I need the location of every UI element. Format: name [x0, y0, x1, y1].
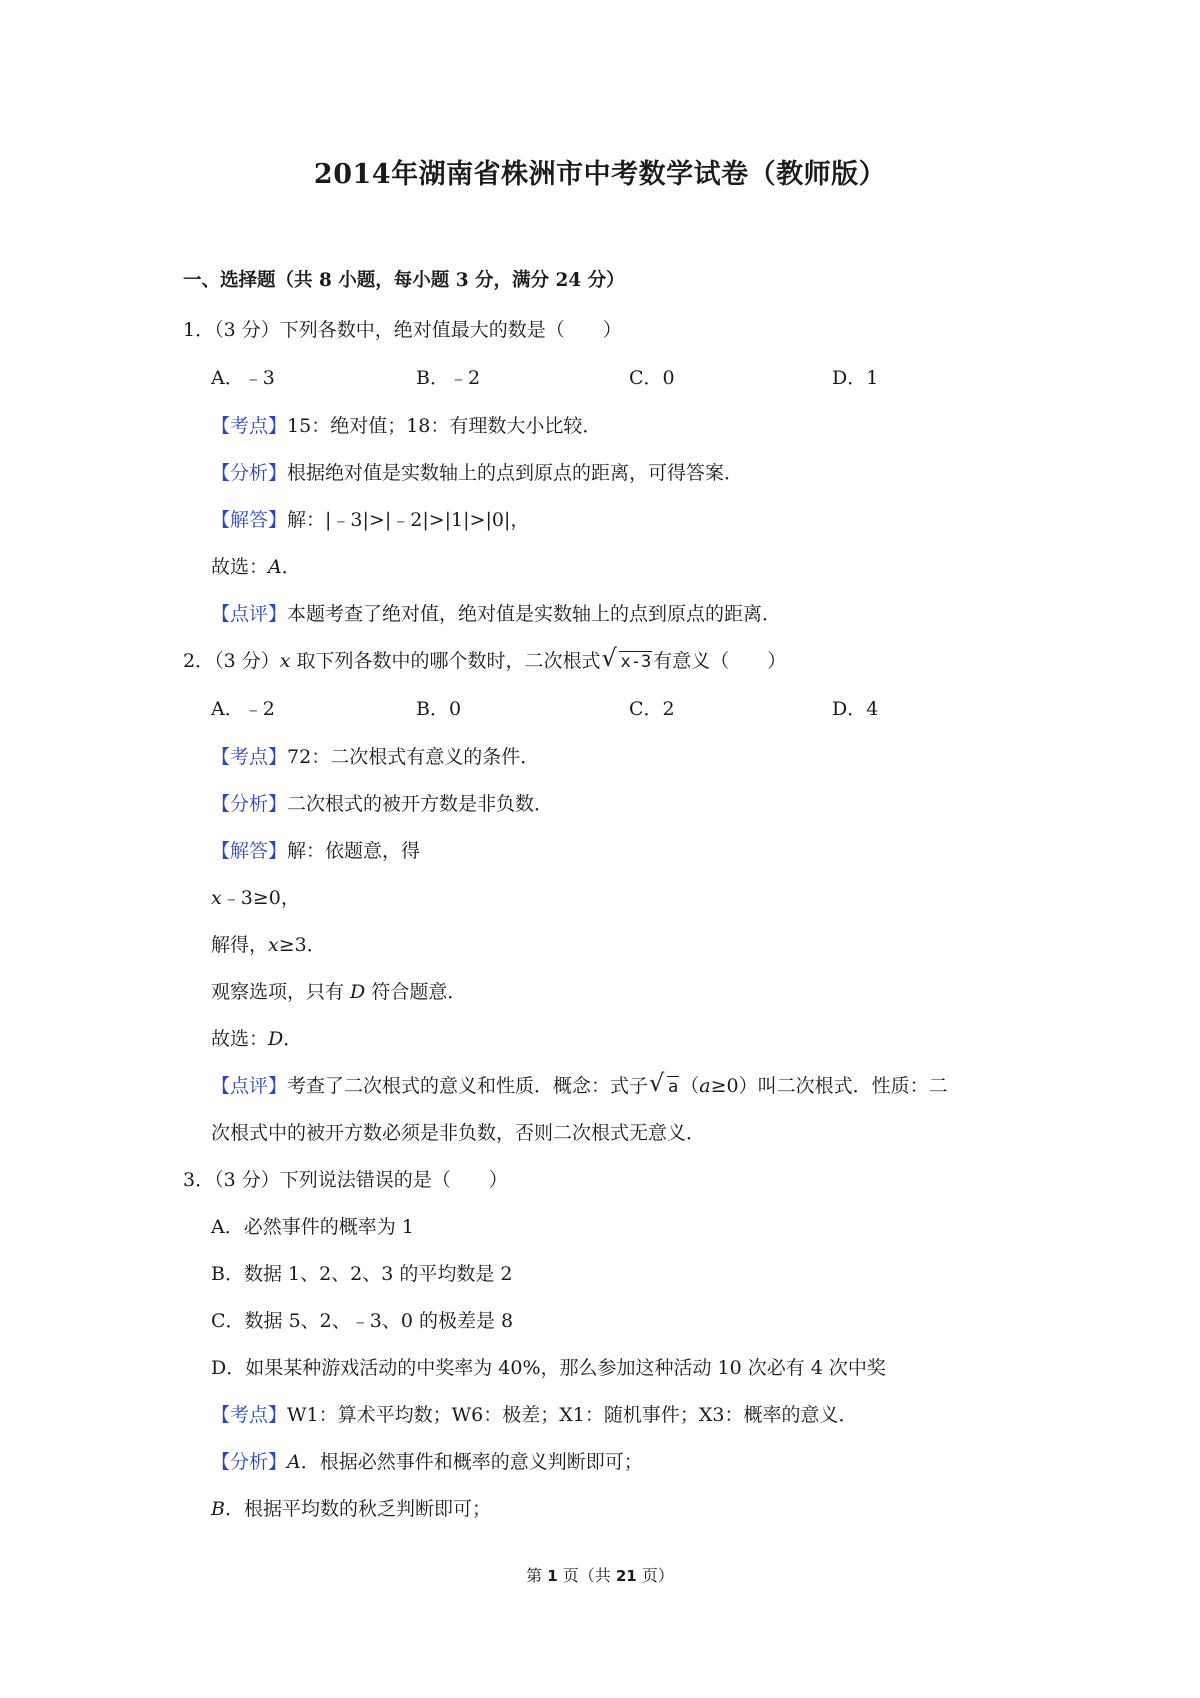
step-variable: x: [211, 887, 222, 909]
q1-answer: [211, 555, 301, 579]
q2-stem-variable: x: [279, 650, 291, 672]
dianping-text-2: （: [680, 1075, 700, 1097]
section-heading: 一、选择题（共 8 小题，每小题 3 分，满分 24 分）: [183, 270, 625, 291]
q1-fenxi: [211, 461, 743, 485]
q1-kaodian-text: 15：绝对值；18：有理数大小比较．: [287, 415, 602, 437]
q2-kaodian-text: 72：二次根式有意义的条件．: [287, 746, 540, 768]
q2-kaodian: [211, 745, 539, 769]
q2-stem-prefix: 2．（3 分）: [183, 650, 280, 672]
q1-option-b: B．﹣2: [416, 367, 481, 389]
radicand: a: [668, 1077, 679, 1097]
q2-answer: [211, 1027, 302, 1051]
step-variable: x: [268, 934, 279, 956]
dianping-tag: 【点评】: [211, 1075, 288, 1097]
fenxi-tag: 【分析】: [211, 793, 288, 815]
radicand: x-3: [620, 652, 652, 672]
step-prefix: 解得，: [211, 934, 269, 956]
q3-fenxi-line-2: [211, 1497, 491, 1521]
dianping-tag: 【点评】: [211, 603, 288, 625]
answer-letter: A: [268, 556, 282, 578]
answer-suffix: ．: [281, 556, 301, 578]
q3-option-b: B．数据 1、2、2、3 的平均数是 2: [211, 1263, 513, 1285]
q2-option-b: B．0: [416, 698, 462, 720]
q1-dianping: [211, 602, 781, 626]
q3-fenxi-text-2: ．根据平均数的秋乏判断即可；: [224, 1498, 491, 1520]
step-variable: D: [350, 981, 366, 1003]
kaodian-tag: 【考点】: [211, 1404, 288, 1426]
page-number: 1: [547, 1567, 558, 1585]
q3-kaodian-text: W1：算术平均数；W6：极差；X1：随机事件；X3：概率的意义．: [287, 1404, 858, 1426]
step-text: 符合题意．: [365, 981, 467, 1003]
q2-option-c: C．2: [629, 698, 675, 720]
q2-options: [211, 697, 911, 721]
q1-option-a: A．﹣3: [211, 367, 275, 389]
step-prefix: 观察选项，只有: [211, 981, 351, 1003]
fenxi-variable: B: [211, 1498, 225, 1520]
step-text: ﹣3≥0，: [221, 887, 300, 909]
q3-option-d: D．如果某种游戏活动的中奖率为 40%，那么参加这种活动 10 次必有 4 次中奖: [211, 1357, 886, 1379]
q1-jieda-text: 解：|﹣3|>|﹣2|>|1|>|0|，: [287, 509, 530, 531]
q2-jieda: [211, 839, 420, 863]
q1-options: [211, 366, 911, 390]
dianping-text-3: ≥0）叫二次根式．性质：二: [710, 1075, 948, 1097]
footer-middle: 页（共: [557, 1566, 616, 1585]
q3-option-a: A．必然事件的概率为 1: [211, 1216, 414, 1238]
q1-kaodian: [211, 414, 601, 438]
step-text: ≥3．: [278, 934, 326, 956]
page-footer: [0, 1563, 1200, 1586]
q1-fenxi-text: 根据绝对值是实数轴上的点到原点的距离，可得答案．: [287, 462, 744, 484]
fenxi-tag: 【分析】: [211, 1451, 288, 1473]
radical-sign-icon: √: [601, 644, 617, 672]
q1-option-d: D．1: [832, 367, 879, 389]
sqrt-expression: [601, 644, 652, 673]
q3-fenxi-text: ．根据必然事件和概率的意义判断即可；: [300, 1451, 643, 1473]
footer-suffix: 页）: [636, 1566, 674, 1585]
q2-step-2: [211, 933, 326, 957]
q3-stem: 3．（3 分）下列说法错误的是（ ）: [183, 1169, 508, 1191]
page-total: 21: [615, 1567, 637, 1585]
answer-prefix: 故选：: [211, 1028, 269, 1050]
q2-stem: [183, 644, 787, 673]
q2-step-1: [211, 886, 300, 910]
jieda-tag: 【解答】: [211, 509, 288, 531]
sqrt-expression: [649, 1069, 679, 1098]
q1-stem: 1．（3 分）下列各数中，绝对值最大的数是（ ）: [183, 319, 622, 341]
q2-dianping-line-2: 次根式中的被开方数必须是非负数，否则二次根式无意义．: [211, 1122, 706, 1144]
q3-kaodian: [211, 1403, 857, 1427]
kaodian-tag: 【考点】: [211, 746, 288, 768]
q2-option-a: A．﹣2: [211, 698, 275, 720]
q2-option-d: D．4: [832, 698, 879, 720]
q1-dianping-text: 本题考查了绝对值，绝对值是实数轴上的点到原点的距离．: [287, 603, 782, 625]
q2-stem-suffix: 有意义（ ）: [653, 650, 787, 672]
answer-suffix: ．: [283, 1028, 303, 1050]
answer-letter: D: [268, 1028, 284, 1050]
fenxi-variable: A: [287, 1451, 301, 1473]
radical-sign-icon: √: [649, 1069, 665, 1097]
kaodian-tag: 【考点】: [211, 415, 288, 437]
jieda-tag: 【解答】: [211, 840, 288, 862]
q3-fenxi: [211, 1450, 643, 1474]
dianping-variable: a: [699, 1075, 711, 1097]
q3-option-c: C．数据 5、2、﹣3、0 的极差是 8: [211, 1310, 514, 1332]
q1-jieda: [211, 508, 529, 532]
dianping-text-1: 考查了二次根式的意义和性质．概念：式子: [287, 1075, 649, 1097]
fenxi-tag: 【分析】: [211, 462, 288, 484]
q1-option-c: C．0: [629, 367, 675, 389]
q2-fenxi: [211, 792, 553, 816]
q2-stem-middle: 取下列各数中的哪个数时，二次根式: [290, 650, 601, 672]
footer-prefix: 第: [526, 1566, 548, 1585]
answer-prefix: 故选：: [211, 556, 269, 578]
q2-dianping: [211, 1069, 948, 1098]
q2-step-3: [211, 980, 466, 1004]
q2-fenxi-text: 二次根式的被开方数是非负数．: [287, 793, 554, 815]
q2-jieda-text: 解：依题意，得: [287, 840, 421, 862]
document-title: 2014年湖南省株洲市中考数学试卷（教师版）: [313, 159, 887, 190]
